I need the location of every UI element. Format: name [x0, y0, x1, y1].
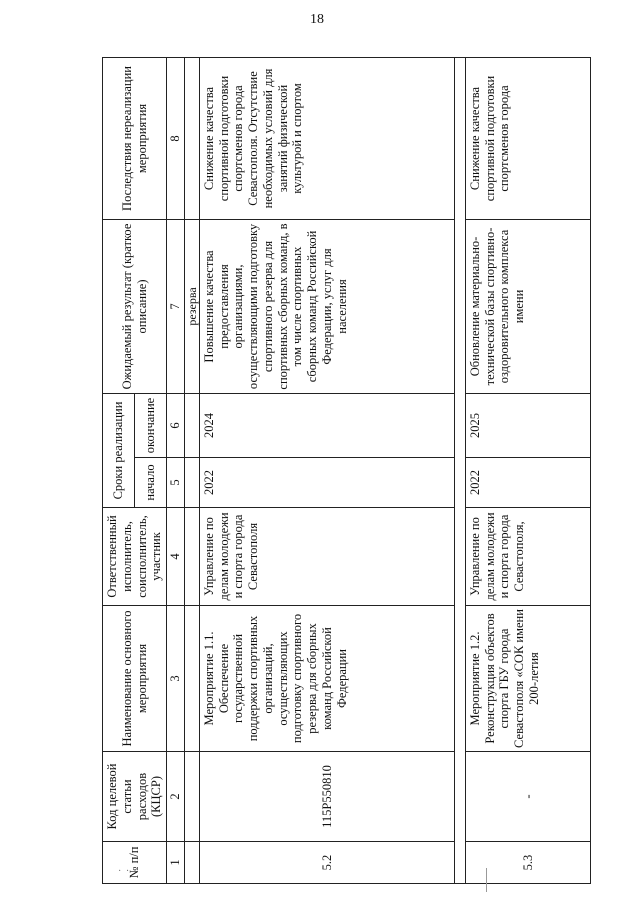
- row-no: 5.3: [465, 842, 590, 884]
- header-row: [103, 57, 135, 883]
- header-name: Наименование основного мероприятия: [103, 606, 167, 752]
- header-end: окончание: [135, 393, 167, 457]
- column-number: 6: [167, 393, 185, 457]
- row-kcsr: 115P550810: [199, 752, 454, 842]
- carryover-row: [184, 57, 199, 883]
- scan-stroke: [486, 868, 487, 892]
- margin-marks: · ·: [118, 866, 131, 877]
- header-responsible: Ответственный исполнитель, соисполнитель, участник: [103, 508, 167, 606]
- column-number: 3: [167, 606, 185, 752]
- row-kcsr: -: [465, 752, 590, 842]
- column-number: 7: [167, 219, 185, 393]
- row-consequences: Снижение качества спортивной подготовки спортсменов города Севастополя. Отсутствие необходимых условий для занятий физической культурой и спортом: [199, 57, 454, 219]
- events-table: [102, 57, 591, 884]
- header-start: начало: [135, 458, 167, 508]
- column-number: 5: [167, 458, 185, 508]
- header-result: Ожидаемый результат (краткое описание): [103, 219, 167, 393]
- row-responsible: Управление по делам молодежи и спорта города Севастополя,: [465, 508, 590, 606]
- row-start: 2022: [199, 458, 454, 508]
- row-end: 2025: [465, 393, 590, 457]
- column-number: 2: [167, 752, 185, 842]
- column-number: 4: [167, 508, 185, 606]
- header-terms: Сроки реализации: [103, 393, 135, 507]
- header-consequences: Последствия нереализации мероприятия: [103, 57, 167, 219]
- row-responsible: Управление по делам молодежи и спорта города Севастополя: [199, 508, 454, 606]
- row-start: 2022: [465, 458, 590, 508]
- row-end: 2024: [199, 393, 454, 457]
- row-no: 5.2: [199, 842, 454, 884]
- column-number-row: [167, 57, 185, 883]
- row-result: Обновление материально-технической базы спортивно-оздоровительного комплекса имени: [465, 219, 590, 393]
- row-name: Мероприятие 1.1. Обеспечение государственной поддержки спортивных организаций, осуществляющих подготовку спортивного резерва для сборных команд Российской Федерации: [199, 606, 454, 752]
- header-kcsr: Код целевой статьи расходов (КЦСР): [103, 752, 167, 842]
- row-consequences: Снижение качества спортивной подготовки спортсменов города: [465, 57, 590, 219]
- carryover-result: резерва: [184, 219, 199, 393]
- rotated-table-container: [102, 58, 596, 884]
- header-no: № п/п: [103, 842, 167, 884]
- column-number: 1: [167, 842, 185, 884]
- row-name: Мероприятие 1.2. Реконструкция объектов спорта ГБУ города Севастополя «СОК имени 200-летия: [465, 606, 590, 752]
- column-number: 8: [167, 57, 185, 219]
- table-row: [465, 57, 590, 883]
- table-row: [199, 57, 454, 883]
- page-number: 18: [310, 12, 324, 27]
- row-spacer: [454, 57, 465, 883]
- row-result: Повышение качества предоставления организациями, осуществляющими подготовку спортивного резерва для спортивных сборных команд, в том числе спортивных сборных команд Российской Федерации, услуг для населения: [199, 219, 454, 393]
